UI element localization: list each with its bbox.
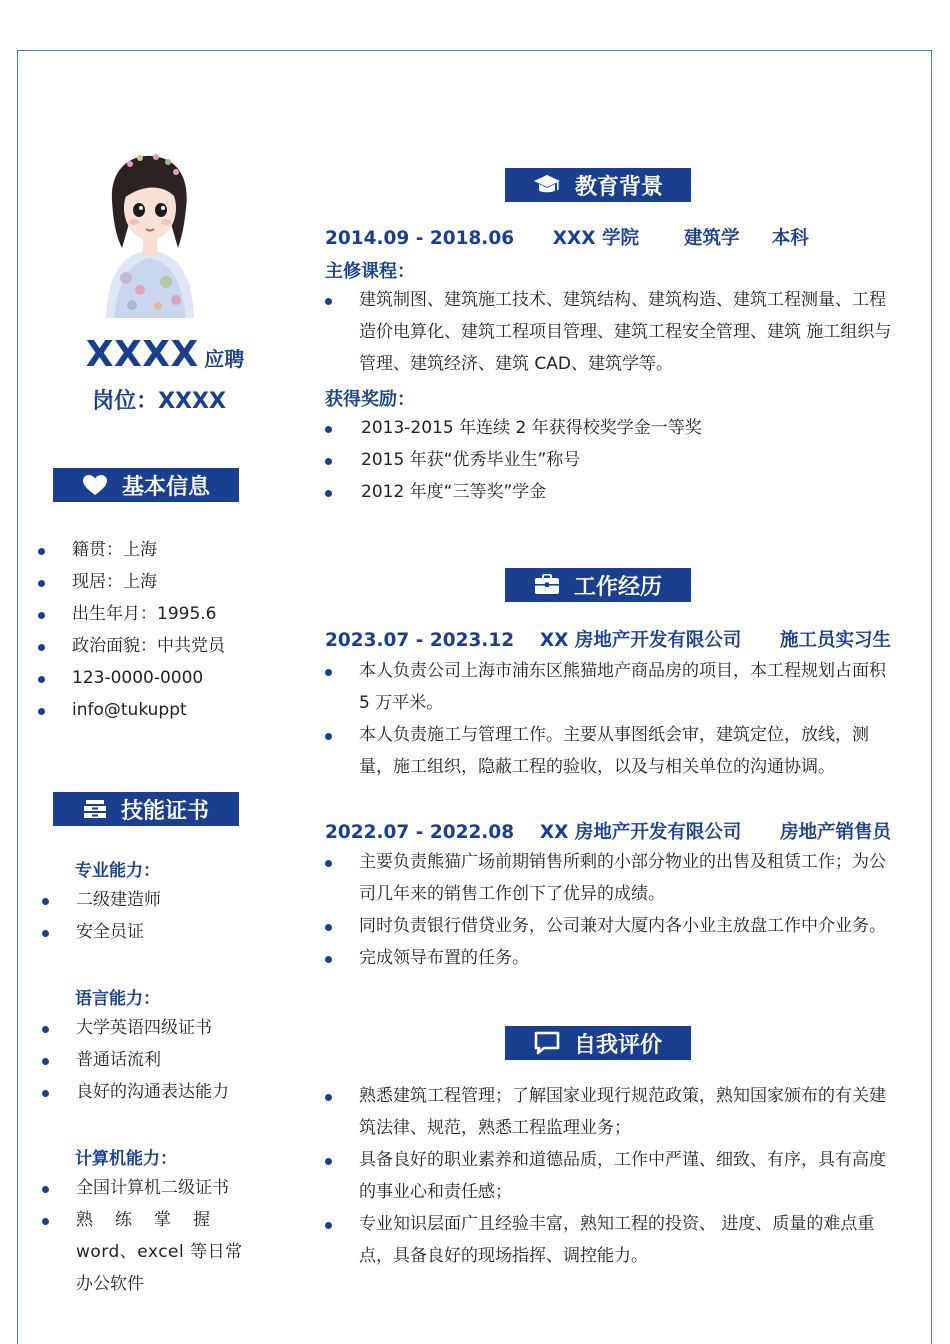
section-header-basic-info [53, 468, 239, 502]
list-item: 主要负责熊猫广场前期销售所剩的小部分物业的出售及租赁工作；为公司几年来的销售工作创下了优异的成绩。 [325, 846, 897, 910]
list-item: 123-0000-0000 [38, 662, 278, 694]
skill-group-label: 专业能力： [75, 861, 160, 881]
bullet-icon [325, 458, 332, 465]
awards-list [325, 412, 897, 508]
section-header-work [505, 568, 691, 602]
basic-info-list [38, 534, 278, 726]
skill-list-language [42, 1012, 252, 1108]
list-item: 本人负责公司上海市浦东区熊猫地产商品房的项目，本工程规划占面积 5 万平米。 [325, 655, 897, 719]
avatar [96, 150, 204, 318]
list-item: 熟悉建筑工程管理；了解国家业现行规范政策，熟知国家颁布的有关建筑法律、规范，熟悉工程监理业务； [325, 1080, 897, 1144]
applicant-name-line [30, 334, 300, 375]
list-item: 完成领导布置的任务。 [325, 942, 897, 974]
list-item: 熟练掌握 [42, 1204, 252, 1236]
section-header-education [505, 168, 691, 202]
courses-label: 主修课程： [325, 261, 415, 282]
speech-bubble-icon [534, 1031, 560, 1055]
bullet-icon [42, 930, 49, 937]
list-item: 二级建造师 [42, 884, 252, 916]
bullet-icon [325, 733, 332, 740]
self-eval-list [325, 1080, 897, 1272]
bullet-icon [38, 612, 45, 619]
heart-icon [82, 474, 108, 496]
bullet-icon [42, 1058, 49, 1065]
list-item-continuation: 办公软件 [76, 1274, 144, 1294]
bullet-icon [38, 548, 45, 555]
list-item: 建筑制图、建筑施工技术、建筑结构、建筑构造、建筑工程测量、工程造价电算化、建筑工程项目管理、建筑工程安全管理、建筑 施工组织与管理、建筑经济、建筑 CAD、建筑学等。 [325, 284, 897, 380]
bullet-icon [325, 298, 332, 305]
list-item: 2015 年获“优秀毕业生”称号 [325, 444, 897, 476]
list-item: 本人负责施工与管理工作。主要从事图纸会审，建筑定位，放线，测量，施工组织，隐蔽工程的验收，以及与相关单位的沟通协调。 [325, 719, 897, 783]
bullet-icon [325, 1222, 332, 1229]
skill-group-label: 计算机能力： [75, 1149, 177, 1169]
job-duties-list [325, 846, 897, 974]
bullet-icon [325, 1094, 332, 1101]
list-item: info@tukuppt [38, 694, 278, 726]
bullet-icon [42, 1090, 49, 1097]
briefcase-icon [534, 574, 560, 596]
list-item: 籍贯：上海 [38, 534, 278, 566]
list-item: 出生年月：1995.6 [38, 598, 278, 630]
bullet-icon [38, 708, 45, 715]
list-item: 良好的沟通表达能力 [42, 1076, 252, 1108]
section-title: 自我评价 [573, 1032, 662, 1058]
bullet-icon [325, 669, 332, 676]
section-title: 技能证书 [120, 798, 209, 824]
awards-label: 获得奖励： [325, 389, 415, 410]
bullet-icon [38, 644, 45, 651]
certificate-icon [83, 799, 107, 819]
list-item: 同时负责银行借贷业务，公司兼对大厦内各小业主放盘工作中介业务。 [325, 910, 897, 942]
list-item: 大学英语四级证书 [42, 1012, 252, 1044]
list-item: 安全员证 [42, 916, 252, 948]
bullet-icon [42, 1026, 49, 1033]
skill-list-professional [42, 884, 252, 948]
courses-list [325, 284, 897, 380]
skill-group-label: 语言能力： [75, 989, 160, 1009]
bullet-icon [325, 1158, 332, 1165]
list-item-continuation: word、excel 等日常 [76, 1242, 243, 1262]
list-item: 普通话流利 [42, 1044, 252, 1076]
list-item: 全国计算机二级证书 [42, 1172, 252, 1204]
bullet-icon [325, 924, 332, 931]
skill-list-computer [42, 1172, 252, 1300]
section-title: 基本信息 [121, 474, 210, 500]
section-title: 教育背景 [574, 174, 663, 200]
bullet-icon [38, 580, 45, 587]
bullet-icon [42, 1218, 49, 1225]
job-header: 2023.07 - 2023.12 XX 房地产开发有限公司 施工员实习生 [325, 630, 891, 651]
section-header-skills [53, 792, 239, 826]
apply-label: 应聘 [204, 347, 245, 371]
job-header: 2022.07 - 2022.08 XX 房地产开发有限公司 房地产销售员 [325, 822, 891, 843]
section-title: 工作经历 [573, 574, 662, 600]
list-item: 政治面貌：中共党员 [38, 630, 278, 662]
job-duties-list [325, 655, 897, 783]
bullet-icon [42, 1186, 49, 1193]
list-item: 专业知识层面广且经验丰富，熟知工程的投资、 进度、质量的难点重点，具备良好的现场指挥、调控能力。 [325, 1208, 897, 1272]
position-line: 岗位：XXXX [92, 389, 226, 414]
list-item: 2013-2015 年连续 2 年获得校奖学金一等奖 [325, 412, 897, 444]
list-item: 具备良好的职业素养和道德品质，工作中严谨、细致、有序，具有高度的事业心和责任感； [325, 1144, 897, 1208]
applicant-name: XXXX [85, 334, 199, 375]
education-header: 2014.09 - 2018.06 XXX 学院 建筑学 本科 [325, 228, 809, 249]
section-header-self-eval [505, 1026, 691, 1060]
list-item: 现居：上海 [38, 566, 278, 598]
list-item: 2012 年度“三等奖”学金 [325, 476, 897, 508]
bullet-icon [325, 860, 332, 867]
graduation-cap-icon [533, 174, 561, 196]
bullet-icon [325, 956, 332, 963]
bullet-icon [38, 676, 45, 683]
bullet-icon [42, 898, 49, 905]
bullet-icon [325, 490, 332, 497]
bullet-icon [325, 426, 332, 433]
